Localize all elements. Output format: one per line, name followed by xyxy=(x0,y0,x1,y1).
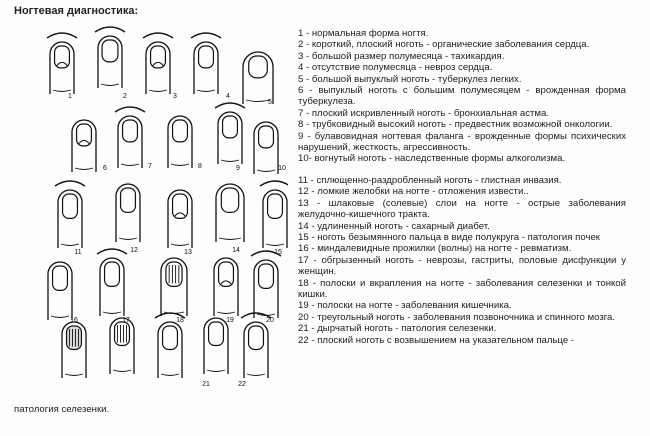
finger-sketch xyxy=(254,122,278,174)
figure-number: 16 xyxy=(70,317,78,324)
legend-item: 17 - обгрызенный ноготь - неврозы, гастриты, половые дисфункции у женщин. xyxy=(298,254,626,278)
figure-number: 22 xyxy=(238,381,246,388)
finger-sketch xyxy=(95,27,125,88)
legend-item: 10- вогнутый ноготь - наследственные формы алкоголизма. xyxy=(298,153,566,165)
finger-sketch xyxy=(216,184,244,242)
legend-item: 9 - булавовидная ногтевая фаланга - врожденные формы психических нарушений, жесткость, агрессивность. xyxy=(298,130,626,154)
legend-item: 20 - треугольный ноготь - заболевания позвоночника и спинного мозга. xyxy=(298,311,616,323)
figure-number: 15 xyxy=(274,249,282,256)
finger-sketch xyxy=(204,318,228,374)
figure-number: 7 xyxy=(148,163,152,170)
finger-sketch xyxy=(168,190,192,248)
figure-number: 14 xyxy=(232,247,240,254)
finger-sketch xyxy=(214,258,238,316)
figure-number: 18 xyxy=(176,317,184,324)
finger-sketch xyxy=(143,33,173,94)
legend-group-b xyxy=(298,175,626,346)
legend-item: 11 - сплющенно-раздробленный ноготь - глистная инвазия. xyxy=(298,174,562,186)
legend-item: 13 - шлаковые (солевые) слои на ногте - острые заболевания желудочно-кишечного тракта. xyxy=(298,197,626,221)
finger-sketch xyxy=(115,107,145,168)
finger-sketch xyxy=(251,251,281,318)
finger-sketch xyxy=(48,262,72,320)
legend-item: 16 - миндалевидные прожилки (волны) на ногте - ревматизм. xyxy=(298,243,572,255)
legend-item: 18 - полоски и вкрапления на ногте - заболевания селезенки и тонкой кишки. xyxy=(298,277,626,300)
legend-group-a xyxy=(298,28,626,165)
legend-continuation: патология селезенки. xyxy=(14,404,110,415)
figure-number: 20 xyxy=(266,317,274,324)
finger-sketch xyxy=(243,52,273,104)
figure-number: 3 xyxy=(173,93,177,100)
legend-item: 7 - плоский искривленный ноготь - бронхиальная астма. xyxy=(298,107,549,119)
finger-sketch xyxy=(191,33,221,94)
figure-number: 1 xyxy=(68,93,72,100)
legend-item: 19 - полоски на ногте - заболевания кишечника. xyxy=(298,300,512,312)
legend-item: 1 - нормальная форма ногтя. xyxy=(298,28,429,39)
legend-item: 22 - плоский ноготь с возвышением на указательном пальце - xyxy=(298,334,575,346)
legend-item: 5 - большой выпуклый ноготь - туберкулез легких. xyxy=(298,73,522,85)
finger-sketch xyxy=(215,103,245,164)
finger-sketch xyxy=(168,116,192,168)
figure-number: 2 xyxy=(123,93,127,100)
finger-sketch xyxy=(260,181,288,248)
finger-sketch xyxy=(110,318,134,374)
figure-number: 12 xyxy=(130,247,138,254)
legend-item: 15 - ноготь безымянного пальца в виде полукруга - патология почек xyxy=(298,231,600,243)
legend-item: 2 - короткий, плоский ноготь - органические заболевания сердца. xyxy=(298,39,590,51)
legend-item: 8 - трубковидный высокий ноготь - предвестник возможной онкологии. xyxy=(298,119,613,131)
finger-sketch xyxy=(62,322,86,378)
finger-sketch xyxy=(72,120,96,172)
figure-number: 10 xyxy=(278,165,286,172)
figure-number: 21 xyxy=(202,381,210,388)
figure-number: 13 xyxy=(184,249,192,256)
legend-item: 21 - дырчатый ноготь - патология селезенки. xyxy=(298,323,497,335)
finger-sketch xyxy=(97,249,127,316)
figure-number: 6 xyxy=(103,165,107,172)
figure-number: 5 xyxy=(268,99,272,106)
nail-illustration xyxy=(30,22,288,402)
finger-sketch xyxy=(47,33,77,94)
figure-number: 9 xyxy=(236,165,240,172)
nail-drawings xyxy=(30,22,288,402)
legend-item: 3 - большой размер полумесяца - тахикардия. xyxy=(298,50,505,62)
figure-number: 8 xyxy=(198,163,202,170)
finger-sketch xyxy=(161,258,187,316)
legend-item: 4 - отсутствие полумесяца - невроз сердца. xyxy=(298,62,493,74)
legend-item: 6 - выпуклый ноготь с большим полумесяцем - врожденная форма туберкулеза. xyxy=(298,85,626,108)
figure-number: 19 xyxy=(226,317,234,324)
figure-number: 4 xyxy=(226,93,230,100)
legend xyxy=(298,28,626,346)
legend-item: 12 - ломкие желобки на ногте - отложения извести.. xyxy=(298,186,529,198)
figure-number: 17 xyxy=(122,317,130,324)
legend-item: 14 - удлиненный ноготь - сахарный диабет. xyxy=(298,220,490,232)
finger-sketch xyxy=(55,181,85,248)
page-title: Ногтевая диагностика: xyxy=(14,5,139,17)
figure-number: 11 xyxy=(74,249,82,256)
legend-gap xyxy=(298,165,626,175)
finger-sketch xyxy=(116,184,140,242)
